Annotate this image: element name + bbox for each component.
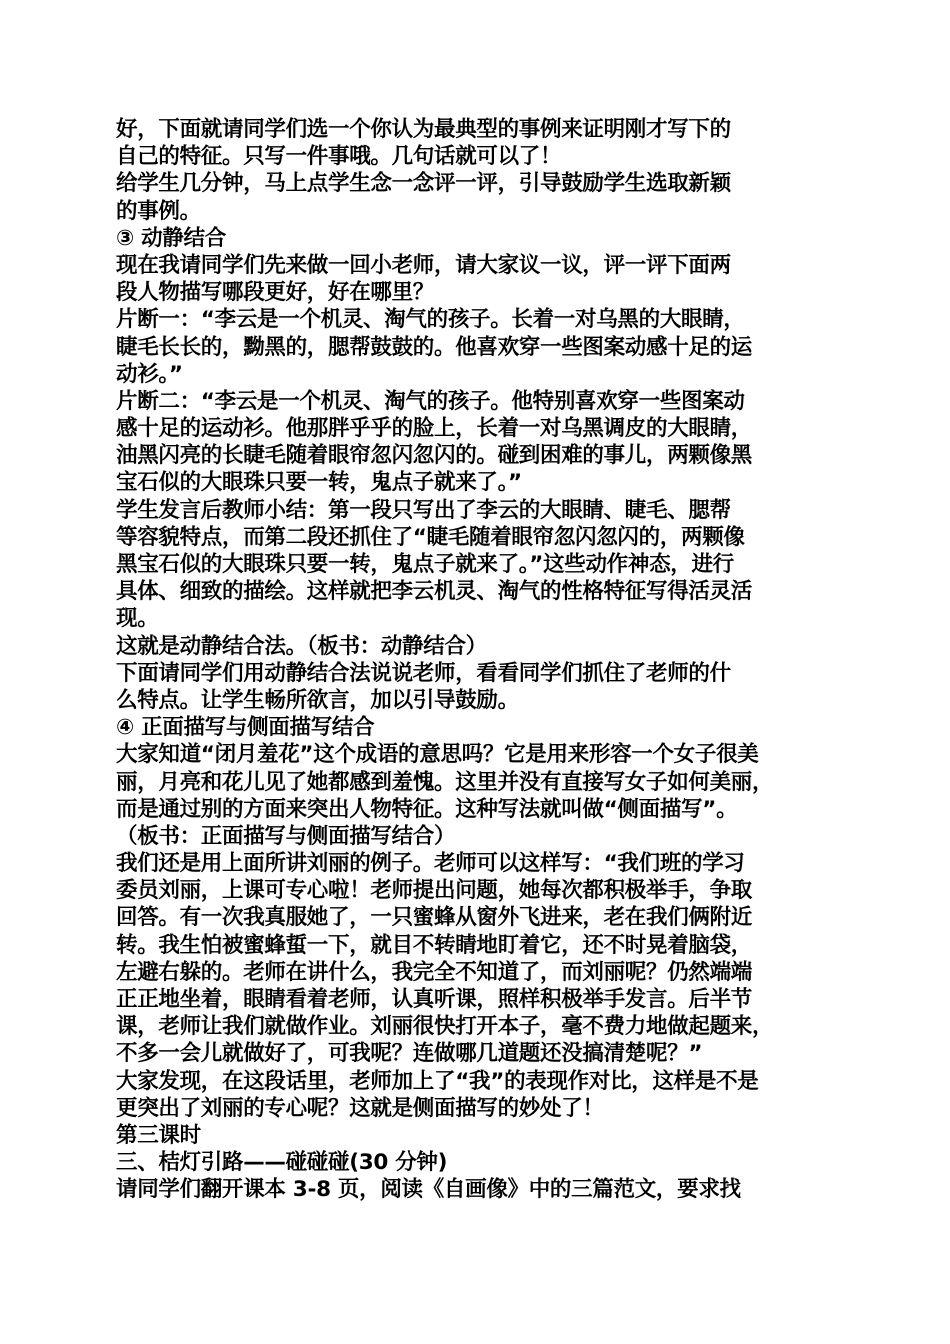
lesson-heading: 第三课时 <box>116 1122 201 1148</box>
text-line: 的事例。 <box>116 198 201 224</box>
text-line: 学生发言后教师小结：第一段只写出了李云的大眼睛、睫毛、腮帮 <box>116 497 731 523</box>
text-line: 宝石似的大眼珠只要一转，鬼点子就来了。” <box>116 470 522 496</box>
text-line: 现。 <box>116 606 159 632</box>
text-line: 给学生几分钟，马上点学生念一念评一评，引导鼓励学生选取新颖 <box>116 171 731 197</box>
text-line: 丽，月亮和花儿见了她都感到羞愧。这里并没有直接写女子如何美丽， <box>116 769 774 795</box>
text-line: 回答。有一次我真服她了，一只蜜蜂从窗外飞进来，老在我们俩附近 <box>116 905 753 931</box>
text-line: 动衫。” <box>116 361 183 387</box>
text-line: 转。我生怕被蜜蜂蜇一下，就目不转睛地盯着它，还不时晃着脑袋， <box>116 932 753 958</box>
text-line: 片断二：“李云是一个机灵、淘气的孩子。他特别喜欢穿一些图案动 <box>116 388 745 414</box>
text-line: 而是通过别的方面来突出人物特征。这种写法就叫做“侧面描写”。 <box>116 796 738 822</box>
text-line: 课，老师让我们就做作业。刘丽很快打开本子，毫不费力地做起题来， <box>116 1014 774 1040</box>
text-line: 委员刘丽，上课可专心啦！老师提出问题，她每次都积极举手，争取 <box>116 878 753 904</box>
text-line: 更突出了刘丽的专心呢？这就是侧面描写的妙处了！ <box>116 1095 604 1121</box>
text-line: 现在我请同学们先来做一回小老师，请大家议一议，评一评下面两 <box>116 252 731 278</box>
text-line: （板书：正面描写与侧面描写结合） <box>116 823 456 849</box>
text-line: 油黑闪亮的长睫毛随着眼帘忽闪忽闪的。碰到困难的事儿，两颗像黑 <box>116 443 753 469</box>
text-line: 不多一会儿就做好了，可我呢？连做哪几道题还没搞清楚呢？” <box>116 1041 703 1067</box>
text-line: 具体、细致的描绘。这样就把李云机灵、淘气的性格特征写得活灵活 <box>116 579 753 605</box>
text-line: 片断一：“李云是一个机灵、淘气的孩子。长着一对乌黑的大眼睛， <box>116 307 745 333</box>
text-line: 黑宝石似的大眼珠只要一转，鬼点子就来了。”这些动作神态，进行 <box>116 552 734 577</box>
text-line: 睫毛长长的，黝黑的，腮帮鼓鼓的。他喜欢穿一些图案动感十足的运 <box>116 334 753 360</box>
section-heading: ③ 动静结合 <box>116 225 226 251</box>
text-line: 下面请同学们用动静结合法说说老师，看看同学们抓住了老师的什 <box>116 660 731 686</box>
text-line: 好，下面就请同学们选一个你认为最典型的事例来证明刚才写下的 <box>116 117 731 142</box>
text-line: 大家发现，在这段话里，老师加上了“我”的表现作对比，这样是不是 <box>116 1068 759 1094</box>
section-heading: 三、桔灯引路——碰碰碰(30 分钟) <box>116 1150 448 1176</box>
section-heading: ④ 正面描写与侧面描写结合 <box>116 715 375 741</box>
text-line: 大家知道“闭月羞花”这个成语的意思吗？它是用来形容一个女子很美 <box>116 742 759 768</box>
document-body <box>116 116 846 1204</box>
text-line: 等容貌特点，而第二段还抓住了“睫毛随着眼帘忽闪忽闪的，两颗像 <box>116 524 745 550</box>
text-line: 请同学们翻开课本 3-8 页，阅读《自画像》中的三篇范文，要求找 <box>116 1177 741 1203</box>
text-line: 么特点。让学生畅所欲言，加以引导鼓励。 <box>116 687 519 713</box>
text-line: 自己的特征。只写一件事哦。几句话就可以了！ <box>116 144 562 170</box>
text-line: 左避右躲的。老师在讲什么，我完全不知道了，而刘丽呢？仍然端端 <box>116 959 753 985</box>
text-line: 段人物描写哪段更好，好在哪里？ <box>116 280 435 306</box>
text-line: 这就是动静结合法。（板书：动静结合） <box>116 633 487 659</box>
text-line: 我们还是用上面所讲刘丽的例子。老师可以这样写：“我们班的学习 <box>116 851 745 877</box>
text-line: 感十足的运动衫。他那胖乎乎的脸上，长着一对乌黑调皮的大眼睛， <box>116 416 753 442</box>
text-line: 正正地坐着，眼睛看着老师，认真听课，照样积极举手发言。后半节 <box>116 987 753 1012</box>
